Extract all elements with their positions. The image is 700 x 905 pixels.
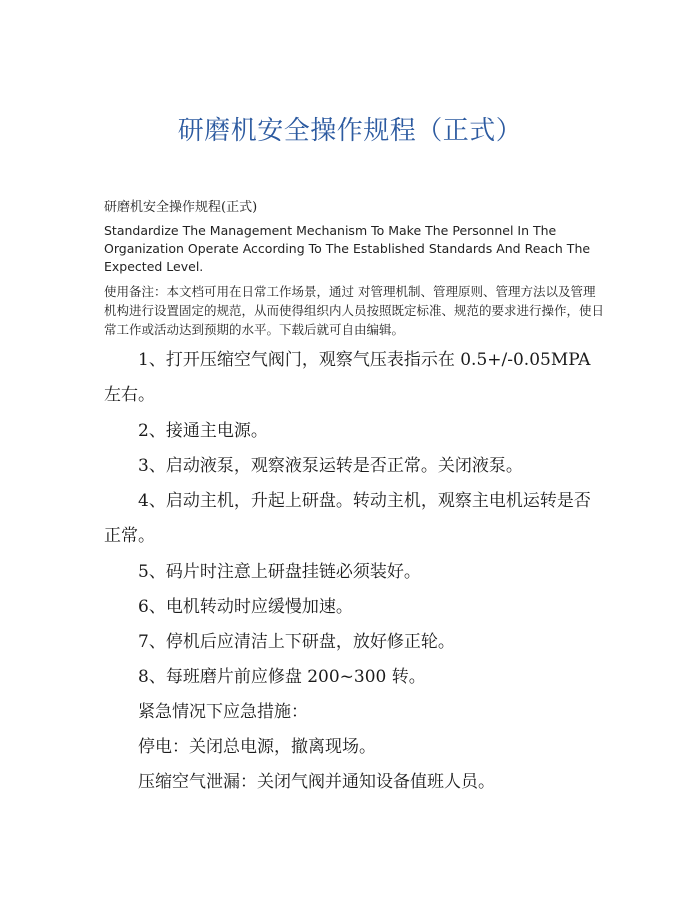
english-description: Standardize The Management Mechanism To Make The Personnel In The Organization Operate According To The Established Standards And Reach The Expected Level.	[104, 223, 591, 274]
procedure-step-1: 1、打开压缩空气阀门，观察气压表指示在 0.5+/-0.05MPA左右。	[104, 350, 591, 405]
emergency-air-leak: 压缩空气泄漏：关闭气阀并通知设备值班人员。	[138, 772, 495, 792]
procedure-step-7: 7、停机后应清洁上下研盘，放好修正轮。	[138, 632, 455, 652]
usage-note: 使用备注：本文档可用在日常工作场景，通过 对管理机制、管理原则、管理方法以及管理机构进行设置固定的规范，从而使得组织内人员按照既定标准、规范的要求进行操作，使日常工作或活动达到预期的水平。下载后就可自由编辑。	[104, 284, 605, 337]
document-title: 研磨机安全操作规程（正式）	[177, 116, 523, 146]
procedure-step-4: 4、启动主机，升起上研盘。转动主机，观察主电机运转是否正常。	[104, 491, 591, 546]
emergency-power-outage: 停电：关闭总电源，撤离现场。	[138, 737, 376, 757]
procedure-step-3: 3、启动液泵，观察液泵运转是否正常。关闭液泵。	[138, 456, 523, 476]
procedure-step-8: 8、每班磨片前应修盘 200~300 转。	[138, 667, 426, 687]
emergency-heading: 紧急情况下应急措施：	[138, 702, 308, 722]
procedure-step-2: 2、接通主电源。	[138, 421, 268, 441]
procedure-step-5: 5、码片时注意上研盘挂链必须装好。	[138, 562, 421, 582]
procedure-step-6: 6、电机转动时应缓慢加速。	[138, 597, 353, 617]
document-subtitle: 研磨机安全操作规程(正式)	[104, 200, 258, 215]
